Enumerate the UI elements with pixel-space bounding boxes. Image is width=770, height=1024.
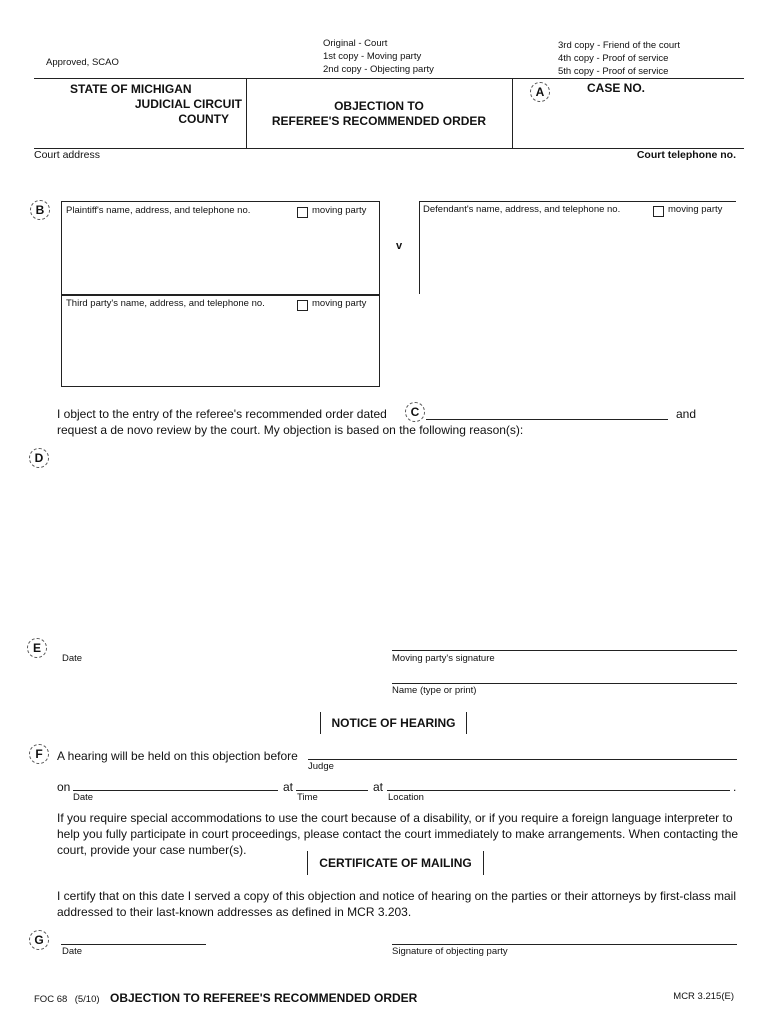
defendant-field[interactable]: [420, 202, 736, 294]
copy-line: 5th copy - Proof of service: [558, 66, 669, 77]
header-divider-2: [512, 78, 513, 148]
copy-line: 3rd copy - Friend of the court: [558, 40, 680, 51]
reasons-field[interactable]: [57, 446, 737, 626]
objection-text-line1: I object to the entry of the referee's recommended order dated: [57, 407, 387, 421]
plaintiff-moving-label: moving party: [312, 205, 367, 216]
plaintiff-box[interactable]: [61, 201, 380, 296]
copy-line: 2nd copy - Objecting party: [323, 64, 434, 75]
marker-g: G: [29, 930, 49, 950]
footer-left: [34, 989, 417, 1007]
defendant-moving-checkbox[interactable]: [653, 206, 664, 217]
form-title: [256, 99, 502, 129]
plaintiff-label: Plaintiff's name, address, and telephone no.: [66, 205, 251, 216]
versus-label: v: [396, 240, 403, 252]
third-party-box[interactable]: [61, 294, 380, 387]
marker-a: A: [530, 82, 550, 102]
approved-text: Approved, SCAO: [46, 57, 119, 68]
hearing-location-label: Location: [388, 792, 424, 803]
certificate-title: CERTIFICATE OF MAILING: [307, 851, 484, 875]
form-id: FOC 68: [34, 994, 68, 1005]
form-revision: (5/10): [74, 994, 100, 1005]
third-party-label: Third party's name, address, and telephone no.: [66, 298, 265, 309]
name-print-field[interactable]: [392, 683, 737, 684]
marker-d: D: [29, 448, 49, 468]
plaintiff-moving-checkbox[interactable]: [297, 207, 308, 218]
footer-title: OBJECTION TO REFEREE'S RECOMMENDED ORDER: [110, 991, 418, 1005]
defendant-moving-label: moving party: [668, 204, 723, 215]
notice-of-hearing-title: NOTICE OF HEARING: [320, 712, 467, 734]
marker-b: B: [30, 200, 50, 220]
form-title-line1: OBJECTION TO: [334, 99, 424, 113]
copy-distribution-right: [558, 39, 680, 78]
hearing-text: A hearing will be held on this objection before: [57, 749, 298, 763]
case-no-label: CASE NO.: [587, 81, 646, 95]
header-top-rule: [34, 78, 744, 79]
third-party-moving-checkbox[interactable]: [297, 300, 308, 311]
accommodations-text: If you require special accommodations to use the court because of a disability, or if you require a foreign language interpreter to help you fully participate in court proceedings, please contact the court immediately to make arrangements. When contacting the court, provide your case number(s).: [57, 811, 739, 857]
copy-line: 1st copy - Moving party: [323, 51, 422, 62]
hearing-location-field[interactable]: [387, 790, 730, 791]
copy-distribution-left: [323, 37, 434, 76]
objection-and: and: [676, 407, 697, 421]
third-party-moving-label: moving party: [312, 298, 367, 309]
objection-text-line2: request a de novo review by the court. My objection is based on the following reason(s):: [57, 423, 524, 437]
at-text-1: at: [283, 780, 294, 794]
state-label: STATE OF MICHIGAN: [70, 82, 192, 96]
copy-line: Original - Court: [323, 38, 388, 49]
objecting-signature-field[interactable]: [392, 944, 737, 945]
copy-line: 4th copy - Proof of service: [558, 53, 669, 64]
hearing-date-label: Date: [73, 792, 94, 803]
judge-field[interactable]: [308, 759, 737, 760]
objecting-signature-label: Signature of objecting party: [392, 946, 508, 957]
court-phone-label: Court telephone no.: [636, 149, 736, 161]
circuit-label: JUDICIAL CIRCUIT: [134, 97, 242, 111]
moving-signature-label: Moving party's signature: [392, 653, 495, 664]
form-title-line2: REFEREE'S RECOMMENDED ORDER: [271, 114, 487, 128]
moving-date-label: Date: [62, 653, 83, 664]
marker-f: F: [29, 744, 49, 764]
location-period: .: [733, 780, 737, 794]
at-text-2: at: [373, 780, 384, 794]
marker-c: C: [405, 402, 425, 422]
on-text: on: [57, 780, 71, 794]
certificate-text: I certify that on this date I served a copy of this objection and notice of hearing on the parties or their attorneys by first-class mail addressed to their last-known addresses as defined in MCR 3.203.: [57, 889, 737, 919]
certificate-date-label: Date: [62, 946, 83, 957]
certificate-date-field[interactable]: [61, 944, 206, 945]
order-date-field[interactable]: [426, 419, 668, 420]
county-label: COUNTY: [178, 112, 229, 126]
hearing-time-label: Time: [297, 792, 318, 803]
rule-reference: MCR 3.215(E): [673, 991, 734, 1002]
court-address-label: Court address: [34, 149, 100, 161]
judge-label: Judge: [308, 761, 334, 772]
hearing-date-field[interactable]: [73, 790, 278, 791]
name-print-label: Name (type or print): [392, 685, 477, 696]
marker-e: E: [27, 638, 47, 658]
hearing-time-field[interactable]: [296, 790, 368, 791]
defendant-label: Defendant's name, address, and telephone no.: [423, 204, 621, 215]
moving-signature-field[interactable]: [392, 650, 737, 651]
header-divider-1: [246, 78, 247, 148]
